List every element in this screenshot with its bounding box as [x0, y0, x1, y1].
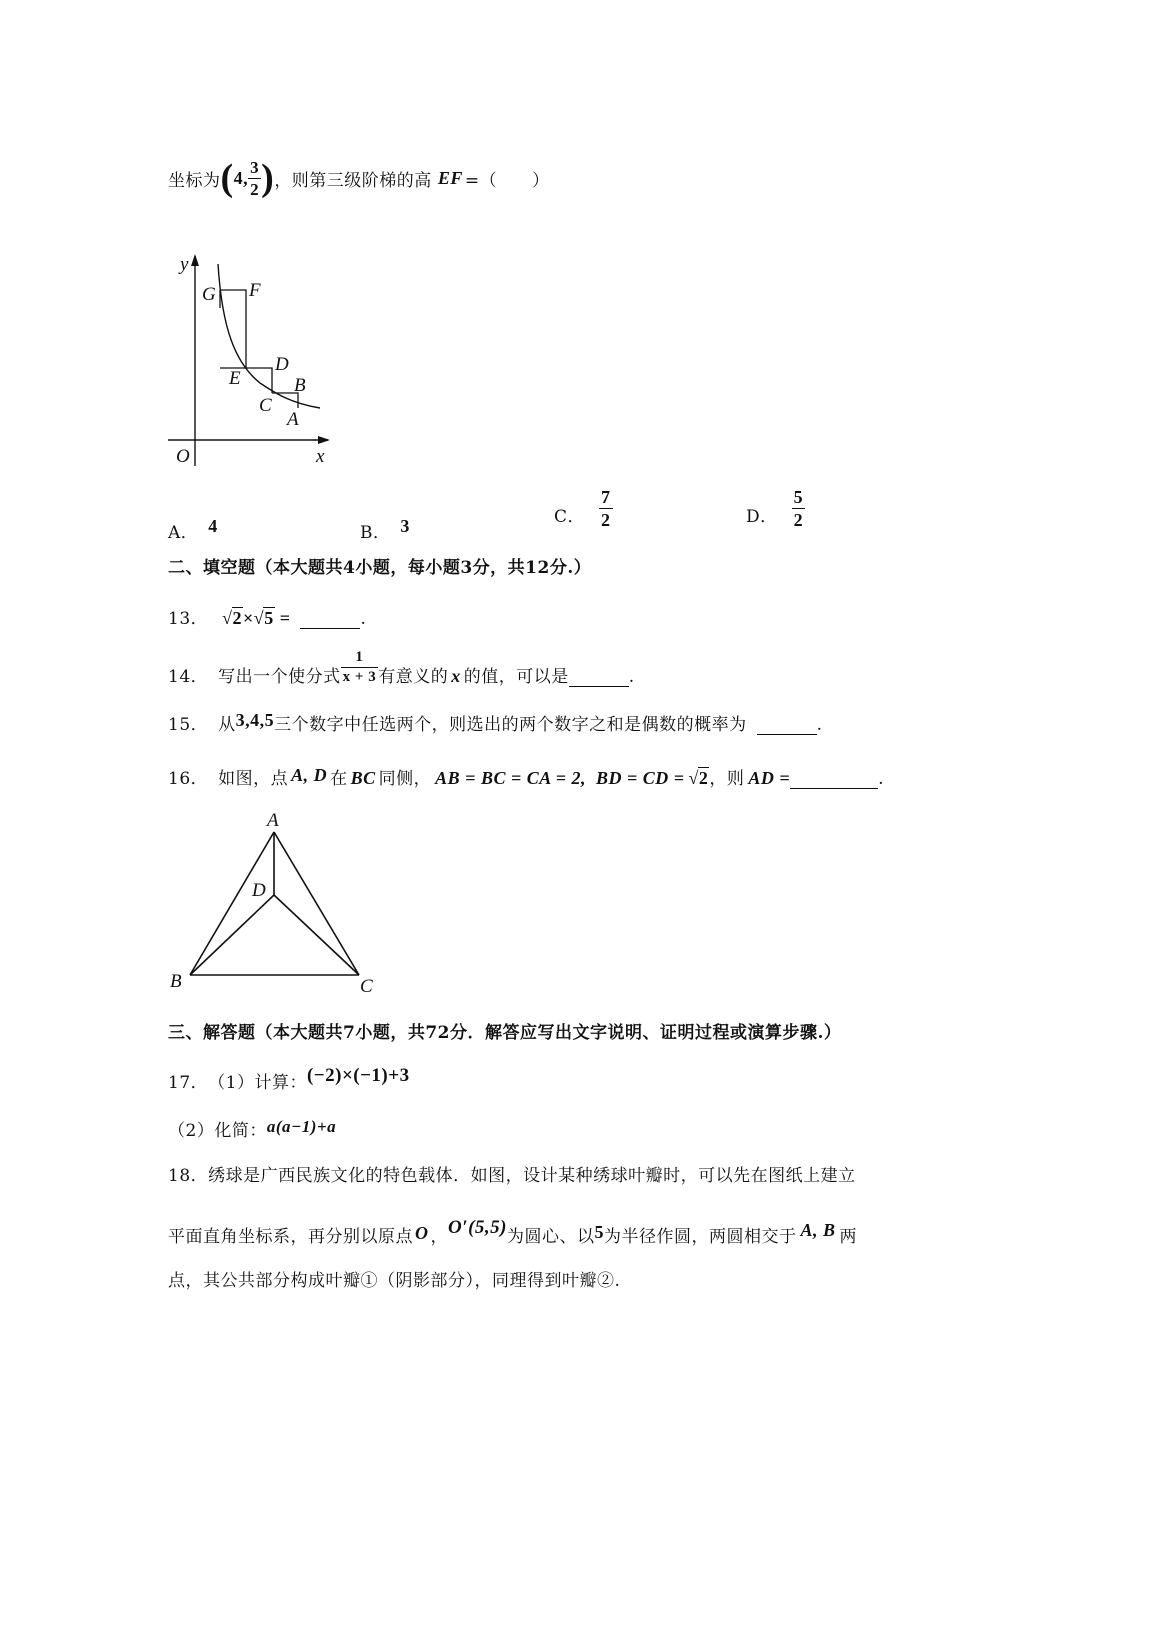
label-d: D — [275, 354, 289, 375]
q16-sqrt-val: 2 — [698, 768, 709, 788]
q14-number: 14． — [168, 667, 209, 687]
q12-coord-den: 2 — [250, 179, 260, 199]
q13-number: 13． — [168, 609, 209, 629]
q16-ad: AD = — [748, 768, 791, 788]
option-a-letter: A． — [168, 523, 199, 543]
option-a-value: 4 — [208, 516, 218, 536]
step-gf — [220, 290, 246, 368]
q16-sqrt: √2 — [688, 768, 709, 788]
tri-label-c: C — [360, 976, 373, 997]
option-d-letter: D． — [746, 507, 778, 527]
q18-o-prime: O′(5,5) — [448, 1217, 507, 1238]
q13-expr: √2×√5 = — [222, 608, 291, 628]
q12-eq: =（ ） — [464, 170, 550, 191]
side-ab — [190, 832, 274, 975]
option-c-letter: C． — [554, 507, 586, 527]
q13 — [168, 604, 366, 629]
q16 — [168, 764, 884, 789]
option-b[interactable] — [360, 518, 410, 543]
tri-label-b: B — [170, 971, 182, 992]
q15-nums: 3,4,5 — [235, 710, 275, 730]
q18-comma: ， — [430, 1227, 448, 1247]
q17-number: 17． — [168, 1073, 209, 1093]
paren-left: ( — [220, 157, 234, 199]
option-c-num: 7 — [601, 487, 611, 507]
label-g: G — [202, 284, 216, 305]
q13-radicand-2: 5 — [264, 608, 274, 628]
staircase-figure — [160, 248, 350, 478]
label-x: x — [316, 446, 325, 467]
q13-times: × — [243, 608, 254, 628]
q18-line2 — [168, 1217, 857, 1247]
label-o: O — [176, 446, 190, 467]
q15-number: 15． — [168, 715, 209, 735]
q15-end: . — [816, 715, 823, 735]
triangle-figure — [160, 806, 390, 1002]
label-a: A — [287, 409, 299, 430]
label-e: E — [229, 368, 241, 389]
paren-right: ) — [261, 157, 275, 199]
option-c-fraction — [599, 488, 613, 529]
option-d-den: 2 — [793, 510, 804, 530]
q14-answer-blank[interactable] — [569, 670, 629, 687]
segment-cd — [274, 895, 359, 975]
q16-end: . — [878, 769, 885, 789]
option-a[interactable] — [168, 518, 218, 543]
option-d-fraction — [792, 488, 806, 529]
q16-number: 16． — [168, 769, 209, 789]
q12-prefix: 坐标为 — [168, 170, 221, 191]
q13-end: . — [360, 609, 367, 629]
y-axis-arrow — [191, 254, 199, 266]
x-axis-arrow — [318, 436, 330, 444]
q14-frac-num: 1 — [355, 649, 364, 665]
q18-o: O — [415, 1223, 429, 1243]
option-b-value: 3 — [400, 516, 410, 536]
q14-frac-den: x + 3 — [342, 669, 377, 685]
q17-p2-expr: a(a−1)+a — [266, 1117, 337, 1136]
q15-answer-blank[interactable] — [757, 718, 817, 735]
q18-text1: 平面直角坐标系，再分别以原点 — [168, 1227, 413, 1247]
q14 — [168, 650, 635, 687]
option-c[interactable] — [554, 488, 613, 529]
step-ed — [246, 368, 272, 393]
segment-bd — [190, 895, 274, 975]
q18-text2: 为圆心、以 — [506, 1227, 595, 1247]
q17-part2 — [168, 1116, 336, 1141]
q15-text2: 三个数字中任选两个，则选出的两个数字之和是偶数的概率为 — [274, 715, 747, 735]
q16-cond2: BD = CD = — [595, 768, 685, 788]
q16-points: A, D — [291, 765, 328, 785]
q15 — [168, 710, 823, 735]
q13-radicand-1: 2 — [232, 608, 243, 628]
q18-line3: 点，其公共部分构成叶瓣①（阴影部分），同理得到叶瓣②. — [168, 1271, 621, 1291]
label-c: C — [259, 395, 272, 416]
q18-ab: A, B — [800, 1220, 836, 1240]
tri-label-a: A — [267, 810, 279, 831]
option-c-den: 2 — [601, 510, 611, 530]
q12-coord-x: 4, — [233, 167, 249, 188]
q12-ef: EF — [437, 167, 463, 188]
side-ac — [274, 832, 359, 975]
q13-eq: = — [274, 608, 291, 628]
q17-p1-expr: (−2)×(−1)+3 — [306, 1065, 410, 1086]
q12-suffix: ，则第三级阶梯的高 — [274, 170, 432, 191]
q14-end: . — [628, 667, 635, 687]
q17-p2-label: （2）化简： — [168, 1121, 267, 1141]
q12-coord-num: 3 — [250, 157, 260, 177]
label-y: y — [180, 254, 189, 275]
q14-text1: 写出一个使分式 — [218, 667, 341, 687]
section-3-title: 三、解答题（本大题共7小题，共72分．解答应写出文字说明、证明过程或演算步骤.） — [168, 1023, 842, 1043]
q16-text1: 如图，点 — [218, 769, 289, 789]
q18-line1: 18．绣球是广西民族文化的特色载体．如图，设计某种绣球叶瓣时，可以先在图纸上建立 — [168, 1166, 856, 1186]
q18-r: 5 — [594, 1222, 604, 1242]
q14-text3: 的值，可以是 — [463, 667, 569, 687]
q17-part1 — [168, 1065, 410, 1093]
q14-var: x — [451, 666, 461, 686]
q13-answer-blank[interactable] — [300, 612, 360, 629]
option-d[interactable] — [746, 488, 805, 529]
q16-text2: 在 — [330, 769, 348, 789]
tri-label-d: D — [252, 880, 266, 901]
q17-p1-label: （1）计算： — [208, 1073, 307, 1093]
label-f: F — [249, 280, 261, 301]
q16-bc: BC — [350, 768, 376, 788]
q18-text4: 两 — [839, 1227, 857, 1247]
q16-answer-blank[interactable] — [790, 772, 878, 789]
q16-text4: ，则 — [709, 769, 745, 789]
q12-coord-fraction — [248, 159, 261, 198]
q16-cond1: AB = BC = CA = 2, — [435, 768, 586, 788]
q15-text1: 从 — [218, 715, 236, 735]
section-2-title: 二、填空题（本大题共4小题，每小题3分，共12分.） — [168, 558, 592, 578]
option-b-letter: B． — [360, 523, 391, 543]
q16-text3: 同侧， — [378, 769, 432, 789]
q18-text3: 为半径作圆，两圆相交于 — [603, 1227, 797, 1247]
q14-fraction — [341, 650, 379, 685]
q12-stem — [168, 150, 550, 206]
q14-text2: 有意义的 — [378, 667, 449, 687]
label-b: B — [294, 375, 306, 396]
option-d-num: 5 — [793, 487, 804, 507]
